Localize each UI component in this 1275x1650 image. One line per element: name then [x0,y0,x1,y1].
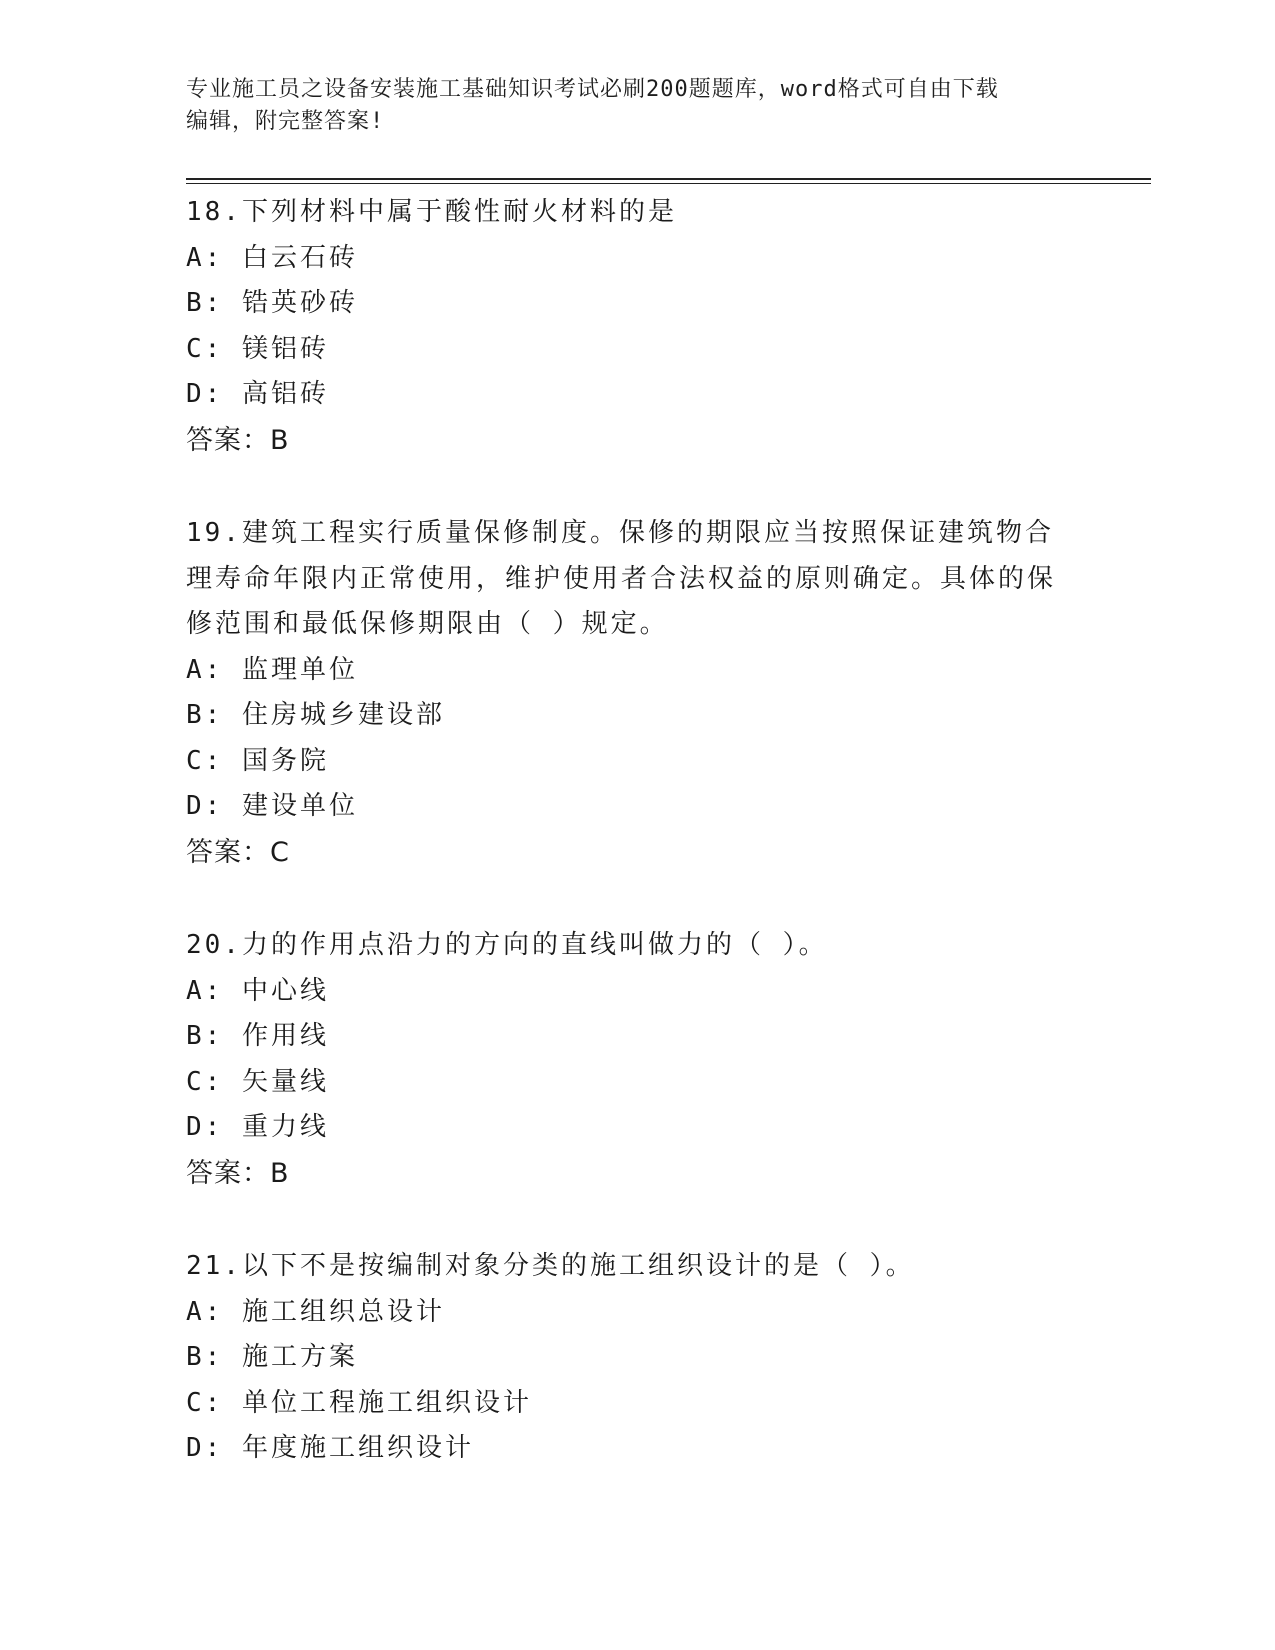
option-d: D: 建设单位 [186,791,358,821]
question-stem: 18.下列材料中属于酸性耐火材料的是 [186,197,677,227]
question-19 [186,511,1086,875]
option-d: D: 重力线 [186,1112,329,1142]
option-b: B: 作用线 [186,1021,329,1051]
header-line-2: 编辑，附完整答案! [186,109,385,134]
option-a: A: 监理单位 [186,654,358,685]
header-divider-thick [186,178,1151,180]
option-a: A: 施工组织总设计 [186,1296,445,1327]
option-c: C: 矢量线 [186,1066,329,1097]
answer: 答案：B [186,424,290,456]
question-21 [186,1244,1086,1472]
question-stem: 20.力的作用点沿力的方向的直线叫做力的（ ）。 [186,930,828,960]
answer: 答案：C [186,836,290,868]
option-c: C: 国务院 [186,745,329,776]
question-stem: 21.以下不是按编制对象分类的施工组织设计的是（ ）。 [186,1251,915,1281]
option-a: A: 白云石砖 [186,242,358,273]
option-c: C: 镁铝砖 [186,333,329,364]
answer: 答案：B [186,1157,290,1189]
option-d: D: 高铝砖 [186,379,329,409]
option-a: A: 中心线 [186,975,329,1006]
question-20 [186,923,1086,1196]
option-b: B: 锆英砂砖 [186,288,358,318]
option-b: B: 施工方案 [186,1342,358,1372]
option-c: C: 单位工程施工组织设计 [186,1387,532,1418]
document-header [186,74,1086,138]
question-18 [186,190,1086,463]
header-line-1: 专业施工员之设备安装施工基础知识考试必刷200题题库，word格式可自由下载 [186,77,999,102]
header-divider-thin [186,183,1151,184]
question-list [186,190,1086,1472]
option-d: D: 年度施工组织设计 [186,1433,474,1463]
option-b: B: 住房城乡建设部 [186,700,445,730]
question-stem: 19.建筑工程实行质量保修制度。保修的期限应当按照保证建筑物合理寿命年限内正常使用，维护使用者合法权益的原则确定。具体的保修范围和最低保修期限由（ ）规定。 [186,518,1057,639]
